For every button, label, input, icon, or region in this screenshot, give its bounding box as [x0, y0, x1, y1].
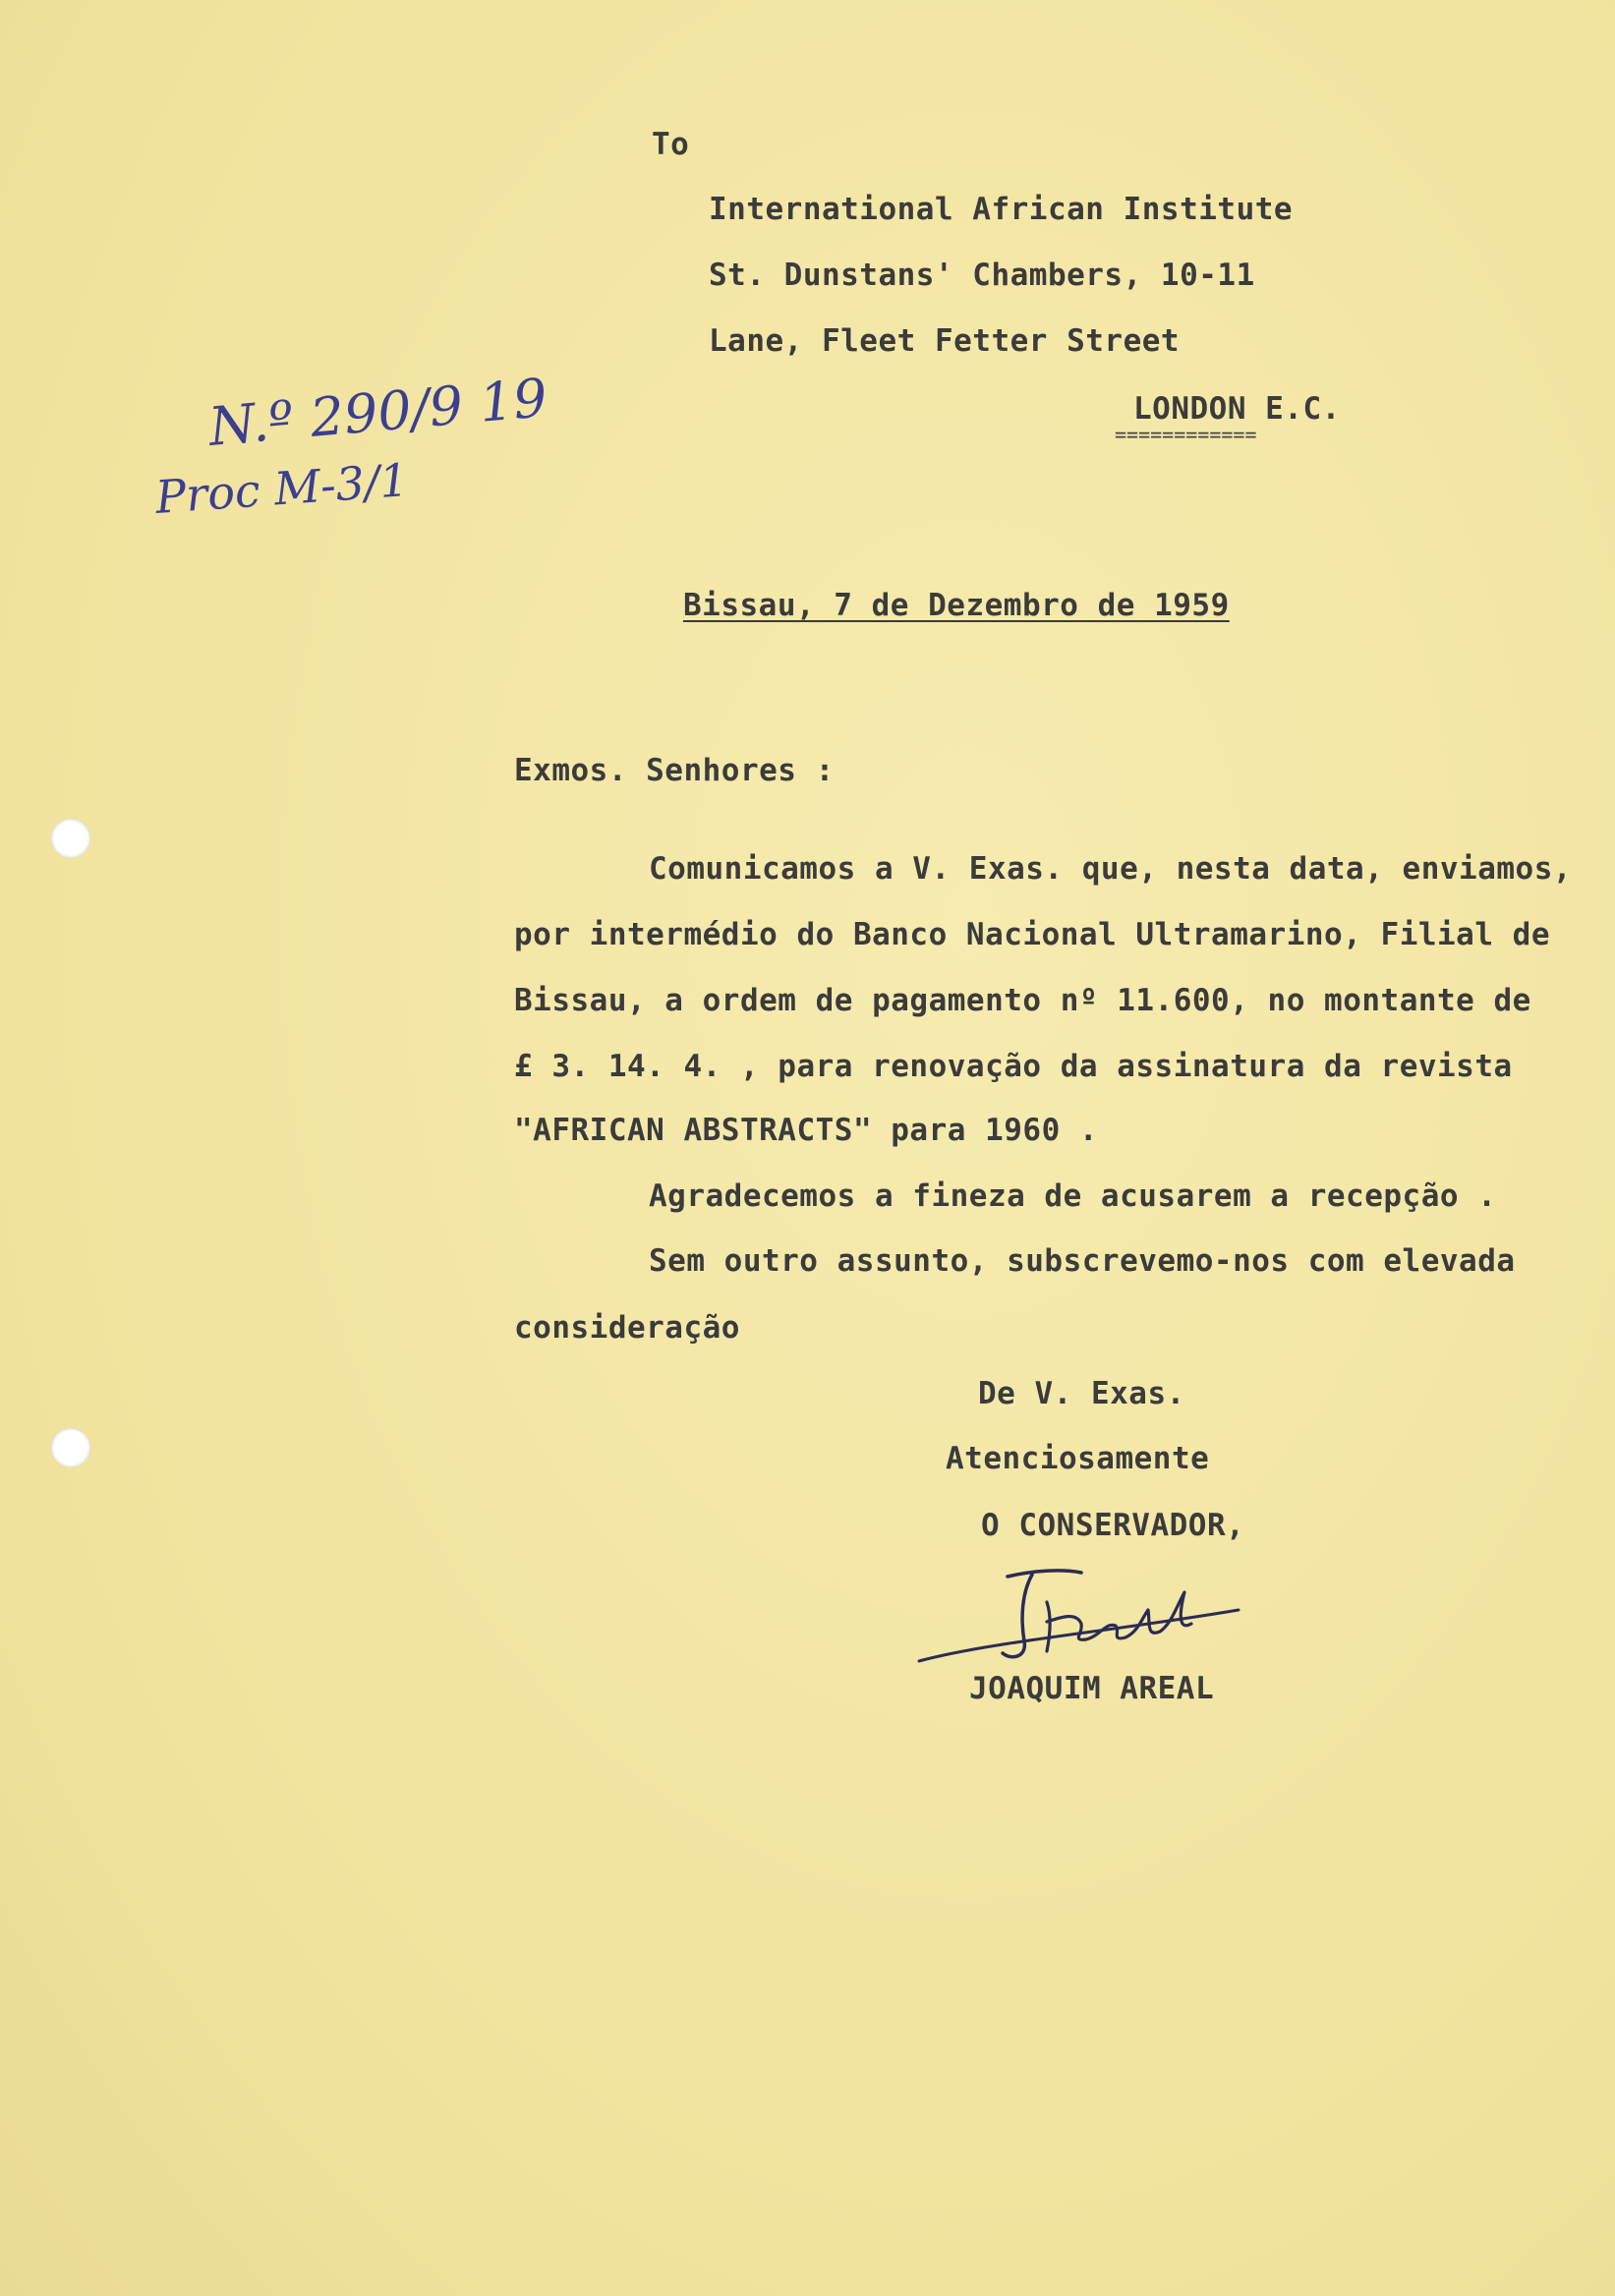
recipient-line: Lane, Fleet Fetter Street: [709, 323, 1181, 359]
salutation: Exmos. Senhores :: [514, 753, 835, 788]
handwritten-reference-number: N.º 290/9 19: [205, 367, 550, 458]
city-double-underline: ============: [1115, 423, 1257, 446]
punch-hole: [51, 819, 90, 858]
handwritten-signature: [914, 1563, 1248, 1681]
recipient-line: International African Institute: [709, 192, 1294, 227]
body-line: Comunicamos a V. Exas. que, nesta data, enviamos,: [649, 851, 1573, 887]
signatory-name: JOAQUIM AREAL: [969, 1671, 1215, 1706]
body-line: Sem outro assunto, subscrevemo-nos com elevada: [649, 1243, 1516, 1279]
recipient-city: LONDON E.C.: [1133, 391, 1341, 427]
recipient-line: St. Dunstans' Chambers, 10-11: [709, 258, 1255, 293]
body-line: "AFRICAN ABSTRACTS" para 1960 .: [514, 1113, 1099, 1148]
closing-line: De V. Exas.: [978, 1376, 1185, 1411]
body-line: por intermédio do Banco Nacional Ultramarino, Filial de: [514, 917, 1550, 952]
closing-title: O CONSERVADOR,: [981, 1508, 1245, 1543]
body-line: Agradecemos a fineza de acusarem a recepção .: [649, 1178, 1497, 1214]
date-line: Bissau, 7 de Dezembro de 1959: [683, 588, 1230, 623]
body-line: Bissau, a ordem de pagamento nº 11.600, no montante de: [514, 983, 1531, 1018]
handwritten-process-reference: Proc M-3/1: [153, 453, 411, 524]
to-label: To: [652, 127, 690, 162]
body-line: consideração: [514, 1310, 740, 1346]
closing-line: Atenciosamente: [946, 1441, 1210, 1476]
body-line: £ 3. 14. 4. , para renovação da assinatura da revista: [514, 1049, 1513, 1084]
punch-hole: [51, 1428, 90, 1467]
